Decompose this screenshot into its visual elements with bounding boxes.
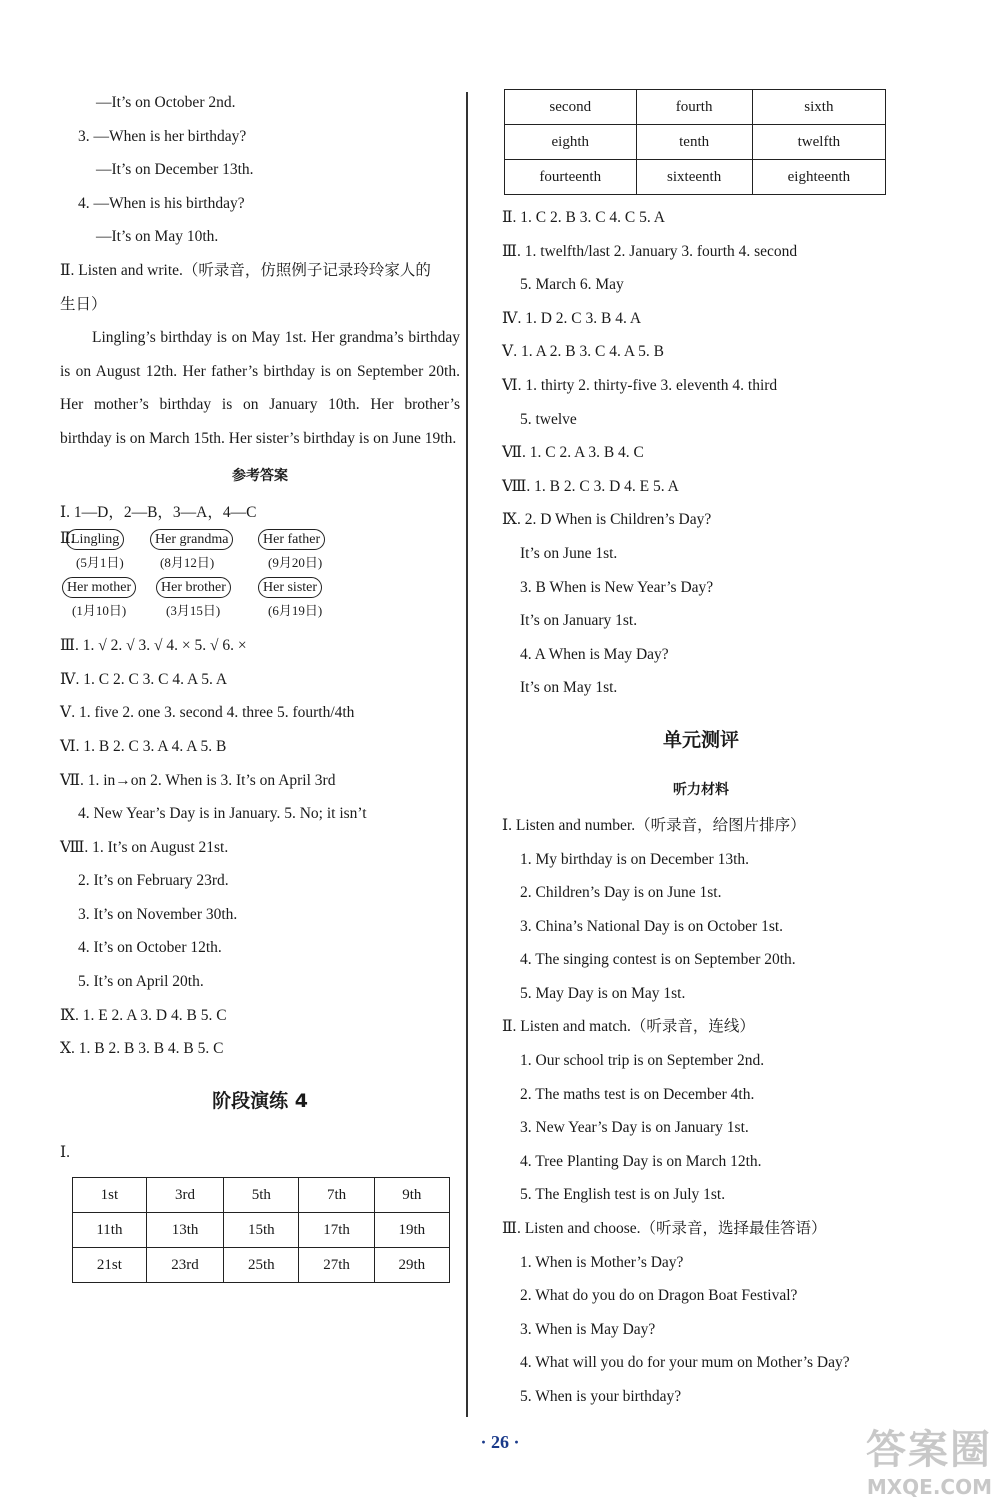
text-line: 5. When is your birthday? xyxy=(520,1388,682,1405)
text-line: 4. New Year’s Day is in January. 5. No; it isn’t xyxy=(78,805,367,823)
table-row xyxy=(505,90,886,125)
table-cell: tenth xyxy=(636,125,752,160)
table-cell: 11th xyxy=(73,1213,147,1248)
text-line: 3. B When is New Year’s Day? xyxy=(520,578,714,596)
text-line: —It’s on December 13th. xyxy=(96,161,254,179)
unit-test-title: 单元测评 xyxy=(662,728,739,751)
text-line: 4. What will you do for your mum on Mother’s Day? xyxy=(520,1354,850,1372)
text-line: 5. twelve xyxy=(520,410,577,428)
birthday-date: (9月20日) xyxy=(268,555,323,571)
name-oval: Lingling xyxy=(66,529,124,550)
name-oval: Her father xyxy=(258,529,325,550)
table-cell: 15th xyxy=(224,1213,299,1248)
table-cell: 7th xyxy=(299,1178,374,1213)
text-line: Ⅵ. 1. B 2. C 3. A 4. A 5. B xyxy=(60,737,227,755)
text-line: Ⅲ. 1. √ 2. √ 3. √ 4. × 5. √ 6. × xyxy=(60,637,247,655)
text-line: It’s on May 1st. xyxy=(520,679,618,697)
page-number: · 26 · xyxy=(480,1432,520,1452)
table-cell: 9th xyxy=(374,1178,449,1213)
table-cell: 19th xyxy=(374,1213,449,1248)
text-line: 2. Children’s Day is on June 1st. xyxy=(520,884,722,902)
text-line: Ⅱ. Listen and match.（听录音，连线） xyxy=(502,1018,755,1036)
answer-line: Ⅰ. 1—D，2—B，3—A，4—C xyxy=(60,503,257,521)
text-line: Ⅸ. 1. E 2. A 3. D 4. B 5. C xyxy=(60,1006,227,1024)
text-line: 2. What do you do on Dragon Boat Festival? xyxy=(520,1287,798,1305)
table-row xyxy=(73,1178,450,1213)
text-line: 3. New Year’s Day is on January 1st. xyxy=(520,1119,749,1137)
watermark-url: MXQE.COM xyxy=(866,1475,992,1499)
right-lines-b xyxy=(502,809,900,1414)
right-lines-a xyxy=(502,201,900,705)
table-row xyxy=(73,1213,450,1248)
section-title: 阶段演练 4 xyxy=(212,1089,308,1112)
text-line: 3. It’s on November 30th. xyxy=(78,905,238,923)
text-line: 3. —When is her birthday? xyxy=(78,127,247,145)
text-line: Ⅲ. Listen and choose.（听录音，选择最佳答语） xyxy=(502,1220,827,1238)
text-line: 4. Tree Planting Day is on March 12th. xyxy=(520,1152,762,1170)
left-lines-c xyxy=(60,629,460,1066)
text-line: 5. May Day is on May 1st. xyxy=(520,984,686,1002)
text-line: 4. It’s on October 12th. xyxy=(78,939,222,957)
table-cell: 17th xyxy=(299,1213,374,1248)
text-line: 5. It’s on April 20th. xyxy=(78,973,204,991)
birthday-date: (5月1日) xyxy=(76,555,124,571)
text-line: Ⅷ. 1. It’s on August 21st. xyxy=(60,838,229,856)
table-cell: 29th xyxy=(374,1248,449,1283)
text-line: Ⅴ. 1. five 2. one 3. second 4. three 5. fourth/4th xyxy=(60,704,355,722)
name-oval: Her grandma xyxy=(150,529,233,550)
text-line: 4. The singing contest is on September 20th. xyxy=(520,951,796,969)
table-cell: sixteenth xyxy=(636,160,752,195)
watermark-text: 答案圈 xyxy=(866,1427,992,1473)
roman-label: Ⅱ. xyxy=(60,530,75,548)
text-line: —It’s on October 2nd. xyxy=(96,94,236,111)
text-line: Ⅱ. Listen and write.（听录音，仿照例子记录玲玲家人的 xyxy=(60,261,431,279)
table-cell: 21st xyxy=(73,1248,147,1283)
text-line: 3. When is May Day? xyxy=(520,1320,656,1338)
table-cell: 27th xyxy=(299,1248,374,1283)
table-cell: eighteenth xyxy=(752,160,885,195)
listening-paragraph: Lingling’s birthday is on May 1st. Her grandma’s birthday is on August 12th. Her father’s birthday is on September 20th. Her mother’s birthday is on January 10th. Her brother’s birthday is on March 15th. Her sister’s birthday is on June 19th. xyxy=(60,329,460,447)
name-oval: Her brother xyxy=(156,577,231,598)
answers-heading: 参考答案 xyxy=(232,467,288,484)
birthday-date: (1月10日) xyxy=(72,603,127,619)
left-column xyxy=(60,86,460,1283)
family-birthday-ovals xyxy=(60,529,460,629)
table-cell: 13th xyxy=(146,1213,223,1248)
left-lines-a xyxy=(60,86,460,321)
column-divider xyxy=(466,92,468,1417)
listening-material-heading: 听力材料 xyxy=(673,781,729,798)
text-line: 生日） xyxy=(60,295,107,313)
text-line: 1. My birthday is on December 13th. xyxy=(520,850,750,868)
table-cell: 25th xyxy=(224,1248,299,1283)
birthday-date: (8月12日) xyxy=(160,555,215,571)
text-line: Ⅵ. 1. thirty 2. thirty-five 3. eleventh 4. third xyxy=(502,376,778,394)
exercise-label: Ⅰ. xyxy=(60,1143,70,1161)
table-cell: fourteenth xyxy=(505,160,637,195)
table-cell: 1st xyxy=(73,1178,147,1213)
table-cell: fourth xyxy=(636,90,752,125)
text-line: —It’s on May 10th. xyxy=(96,228,219,246)
text-line: It’s on June 1st. xyxy=(520,544,618,562)
right-column xyxy=(502,86,900,1414)
text-line: Ⅶ. 1. C 2. A 3. B 4. C xyxy=(502,444,644,462)
birthday-date: (3月15日) xyxy=(166,603,221,619)
text-line: Ⅷ. 1. B 2. C 3. D 4. E 5. A xyxy=(502,477,679,495)
watermark-logo xyxy=(866,1418,992,1499)
birthday-date: (6月19日) xyxy=(268,603,323,619)
table-cell: twelfth xyxy=(752,125,885,160)
table-row xyxy=(73,1248,450,1283)
table-row xyxy=(505,125,886,160)
text-line: Ⅸ. 2. D When is Children’s Day? xyxy=(502,511,712,529)
text-line: Ⅶ. 1. in→on 2. When is 3. It’s on April 3rd xyxy=(60,771,336,789)
ordinals-table-left xyxy=(72,1177,450,1283)
text-line: Ⅳ. 1. D 2. C 3. B 4. A xyxy=(502,309,642,327)
name-oval: Her sister xyxy=(258,577,322,598)
table-row xyxy=(505,160,886,195)
text-line: Ⅹ. 1. B 2. B 3. B 4. B 5. C xyxy=(60,1040,224,1058)
text-line: 2. The maths test is on December 4th. xyxy=(520,1085,755,1103)
ordinals-table-right xyxy=(504,89,886,195)
text-line: 2. It’s on February 23rd. xyxy=(78,872,229,890)
text-line: 5. The English test is on July 1st. xyxy=(520,1186,726,1204)
text-line: Ⅱ. 1. C 2. B 3. C 4. C 5. A xyxy=(502,209,665,226)
table-cell: second xyxy=(505,90,637,125)
table-cell: eighth xyxy=(505,125,637,160)
text-line: 5. March 6. May xyxy=(520,276,624,294)
text-line: 1. When is Mother’s Day? xyxy=(520,1253,684,1271)
table-cell: 23rd xyxy=(146,1248,223,1283)
table-cell: 3rd xyxy=(146,1178,223,1213)
text-line: 3. China’s National Day is on October 1st. xyxy=(520,917,784,935)
text-line: It’s on January 1st. xyxy=(520,612,638,630)
table-cell: sixth xyxy=(752,90,885,125)
text-line: Ⅴ. 1. A 2. B 3. C 4. A 5. B xyxy=(502,343,664,361)
text-line: 1. Our school trip is on September 2nd. xyxy=(520,1052,765,1070)
name-oval: Her mother xyxy=(62,577,136,598)
table-cell: 5th xyxy=(224,1178,299,1213)
text-line: Ⅲ. 1. twelfth/last 2. January 3. fourth 4. second xyxy=(502,242,798,260)
text-line: Ⅰ. Listen and number.（听录音，给图片排序） xyxy=(502,816,806,834)
text-line: Ⅳ. 1. C 2. C 3. C 4. A 5. A xyxy=(60,670,228,688)
text-line: 4. A When is May Day? xyxy=(520,645,669,663)
text-line: 4. —When is his birthday? xyxy=(78,194,245,212)
